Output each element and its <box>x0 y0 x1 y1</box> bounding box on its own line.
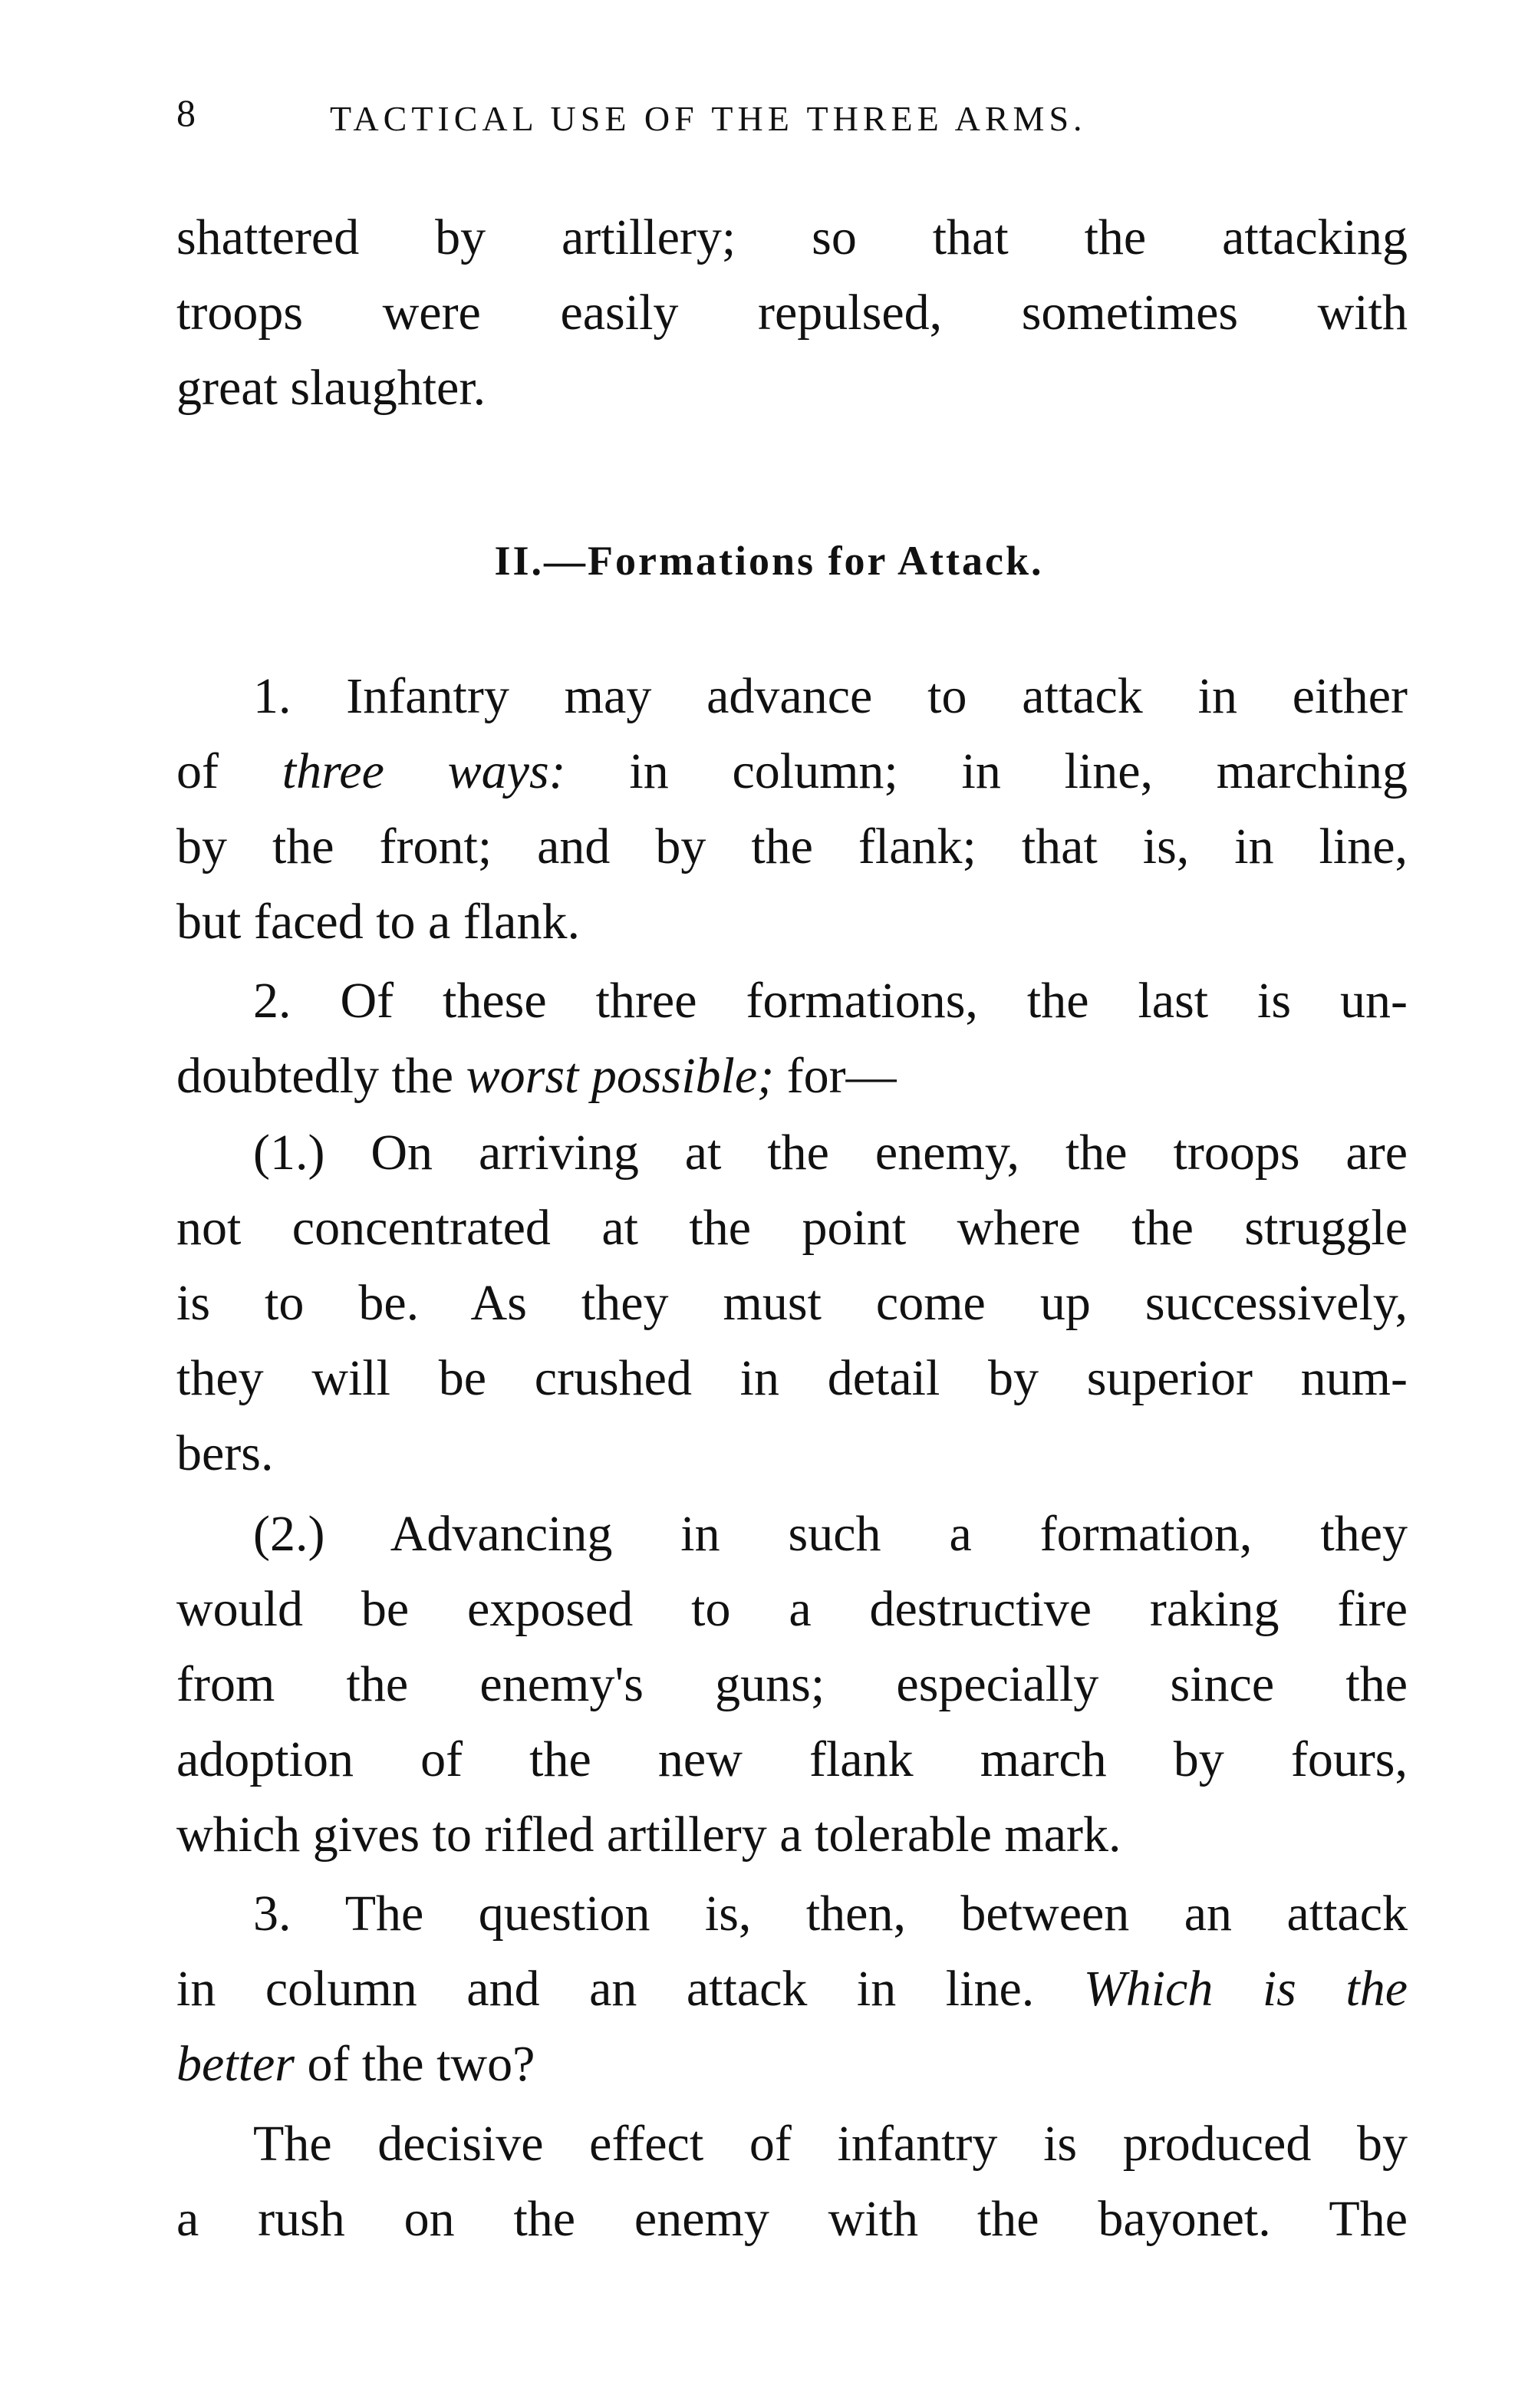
text-line: from the enemy's guns; especially since the <box>176 1656 1408 1712</box>
section-heading: II.—Formations for Attack. <box>494 538 1044 584</box>
emphasis: worst possible; <box>466 1048 775 1104</box>
text-line: great slaughter. <box>176 360 486 416</box>
page-number: 8 <box>176 91 198 134</box>
emphasis: better <box>176 2036 295 2092</box>
text-line: which gives to rifled artillery a tolerable mark. <box>176 1807 1121 1863</box>
page-header <box>176 91 1419 160</box>
emphasis: three ways: <box>282 743 566 799</box>
text-line: (2.) Advancing in such a formation, they <box>253 1506 1408 1562</box>
text-line: 1. Infantry may advance to attack in either <box>253 668 1408 724</box>
running-head: TACTICAL USE OF THE THREE ARMS. <box>330 99 1087 138</box>
text-line: 3. The question is, then, between an attack <box>253 1886 1408 1942</box>
text-line: doubtedly the worst possible; for— <box>176 1048 897 1104</box>
text-line: shattered by artillery; so that the attacking <box>176 209 1408 265</box>
text-line: adoption of the new flank march by fours, <box>176 1731 1408 1787</box>
text-line: bers. <box>176 1425 274 1481</box>
text-line: The decisive effect of infantry is produced by <box>253 2116 1408 2172</box>
text-line: they will be crushed in detail by superior num- <box>176 1350 1408 1406</box>
text-line: not concentrated at the point where the struggle <box>176 1200 1408 1256</box>
text-line: (1.) On arriving at the enemy, the troops are <box>253 1125 1408 1181</box>
text-line: in column and an attack in line. Which is the <box>176 1961 1408 2017</box>
text-line: but faced to a flank. <box>176 894 580 950</box>
text-line: a rush on the enemy with the bayonet. The <box>176 2191 1408 2247</box>
emphasis: Which is the <box>1083 1961 1408 2017</box>
text-line: would be exposed to a destructive raking fire <box>176 1581 1408 1637</box>
text-line: 2. Of these three formations, the last is un- <box>253 973 1408 1029</box>
text-line: troops were easily repulsed, sometimes with <box>176 285 1408 341</box>
text-line: of three ways: in column; in line, marching <box>176 743 1408 799</box>
text-line: better of the two? <box>176 2036 535 2092</box>
text-line: by the front; and by the flank; that is, in line, <box>176 819 1408 875</box>
text-line: is to be. As they must come up successively, <box>176 1275 1408 1331</box>
